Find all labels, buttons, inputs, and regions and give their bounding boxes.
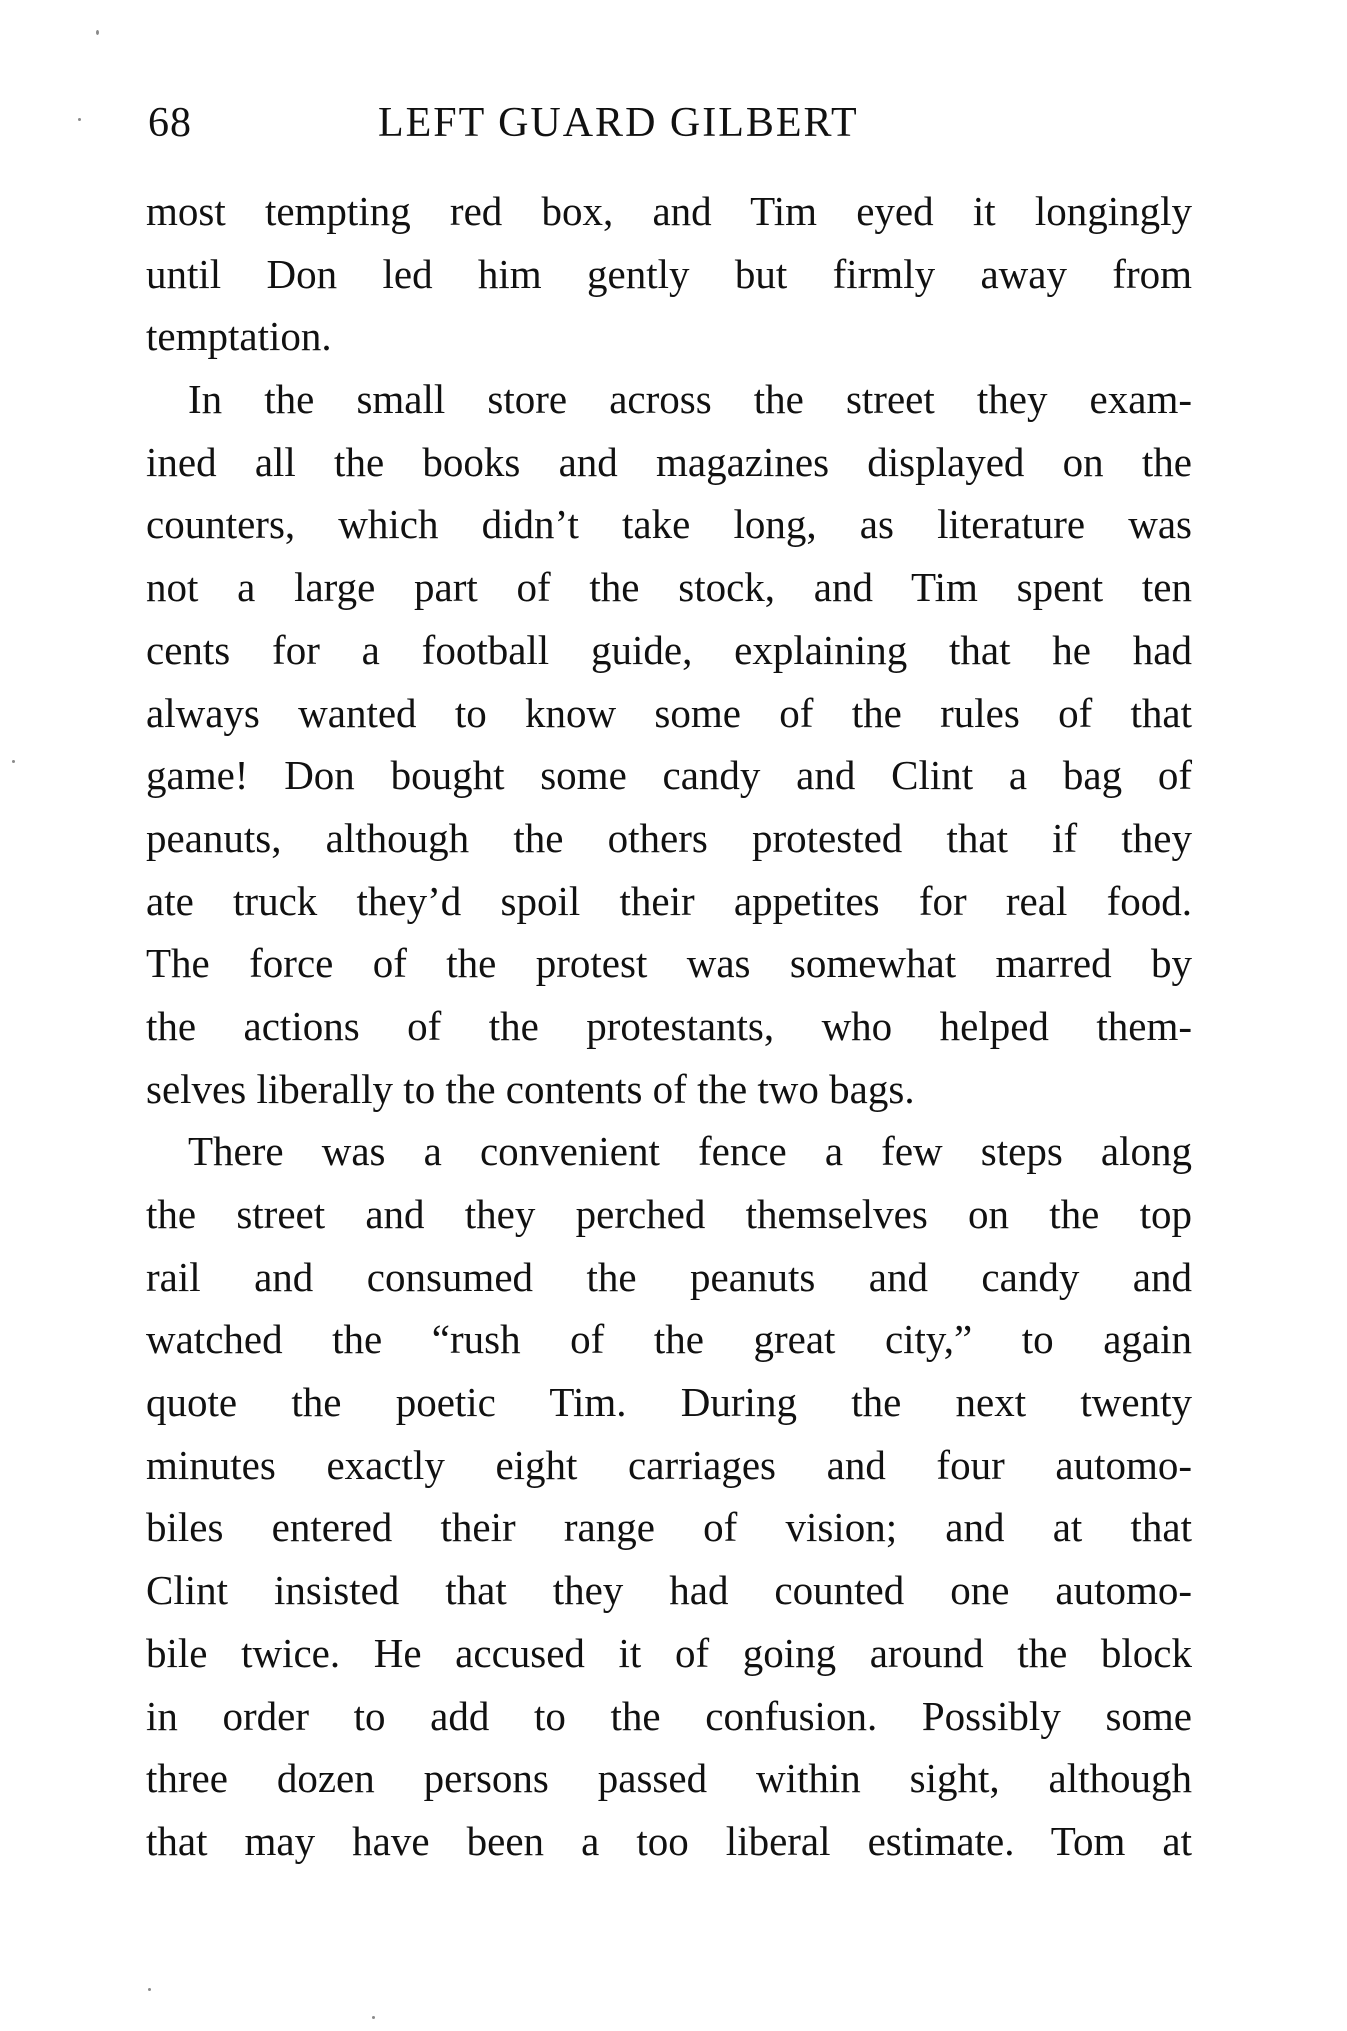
text-line: always wanted to know some of the rules of that	[146, 689, 1192, 736]
scan-speck	[372, 2016, 375, 2019]
text-line: There was a convenient fence a few steps along	[188, 1128, 1192, 1175]
scan-speck	[78, 118, 81, 121]
text-line: counters, which didn’t take long, as literature was	[146, 501, 1192, 548]
page-number: 68	[148, 100, 192, 146]
text-line: cents for a football guide, explaining that he had	[146, 626, 1192, 673]
text-line: temptation.	[146, 313, 332, 360]
text-line: the actions of the protestants, who helped them-	[146, 1002, 1192, 1049]
scan-speck	[96, 30, 99, 35]
text-line: Clint insisted that they had counted one automo-	[146, 1567, 1192, 1614]
text-line: ate truck they’d spoil their appetites for real food.	[146, 877, 1192, 924]
text-line: not a large part of the stock, and Tim spent ten	[146, 564, 1192, 611]
text-line: most tempting red box, and Tim eyed it longingly	[146, 188, 1192, 234]
text-line: until Don led him gently but firmly away from	[146, 250, 1192, 297]
text-line: The force of the protest was somewhat marred by	[146, 940, 1192, 987]
scan-speck	[12, 760, 15, 763]
text-line: minutes exactly eight carriages and four automo-	[146, 1441, 1192, 1488]
running-head	[148, 98, 1190, 148]
text-line: watched the “rush of the great city,” to again	[146, 1316, 1192, 1363]
text-line: quote the poetic Tim. During the next twenty	[146, 1379, 1192, 1426]
text-line: three dozen persons passed within sight, although	[146, 1755, 1192, 1802]
text-line: In the small store across the street they exam-	[188, 376, 1192, 423]
text-line: peanuts, although the others protested that if they	[146, 814, 1192, 861]
text-line: ined all the books and magazines displayed on the	[146, 438, 1192, 485]
body-text	[146, 180, 1192, 1873]
scan-speck	[148, 1988, 151, 1991]
text-line: rail and consumed the peanuts and candy and	[146, 1253, 1192, 1300]
text-line: bile twice. He accused it of going around the block	[146, 1629, 1192, 1676]
text-line: in order to add to the confusion. Possibly some	[146, 1692, 1192, 1739]
text-line: selves liberally to the contents of the two bags.	[146, 1065, 915, 1112]
book-title: LEFT GUARD GILBERT	[378, 100, 859, 146]
text-line: game! Don bought some candy and Clint a bag of	[146, 752, 1192, 799]
text-line: that may have been a too liberal estimate. Tom at	[146, 1817, 1192, 1864]
text-line: the street and they perched themselves on the top	[146, 1191, 1192, 1237]
text-line: biles entered their range of vision; and at that	[146, 1504, 1192, 1551]
